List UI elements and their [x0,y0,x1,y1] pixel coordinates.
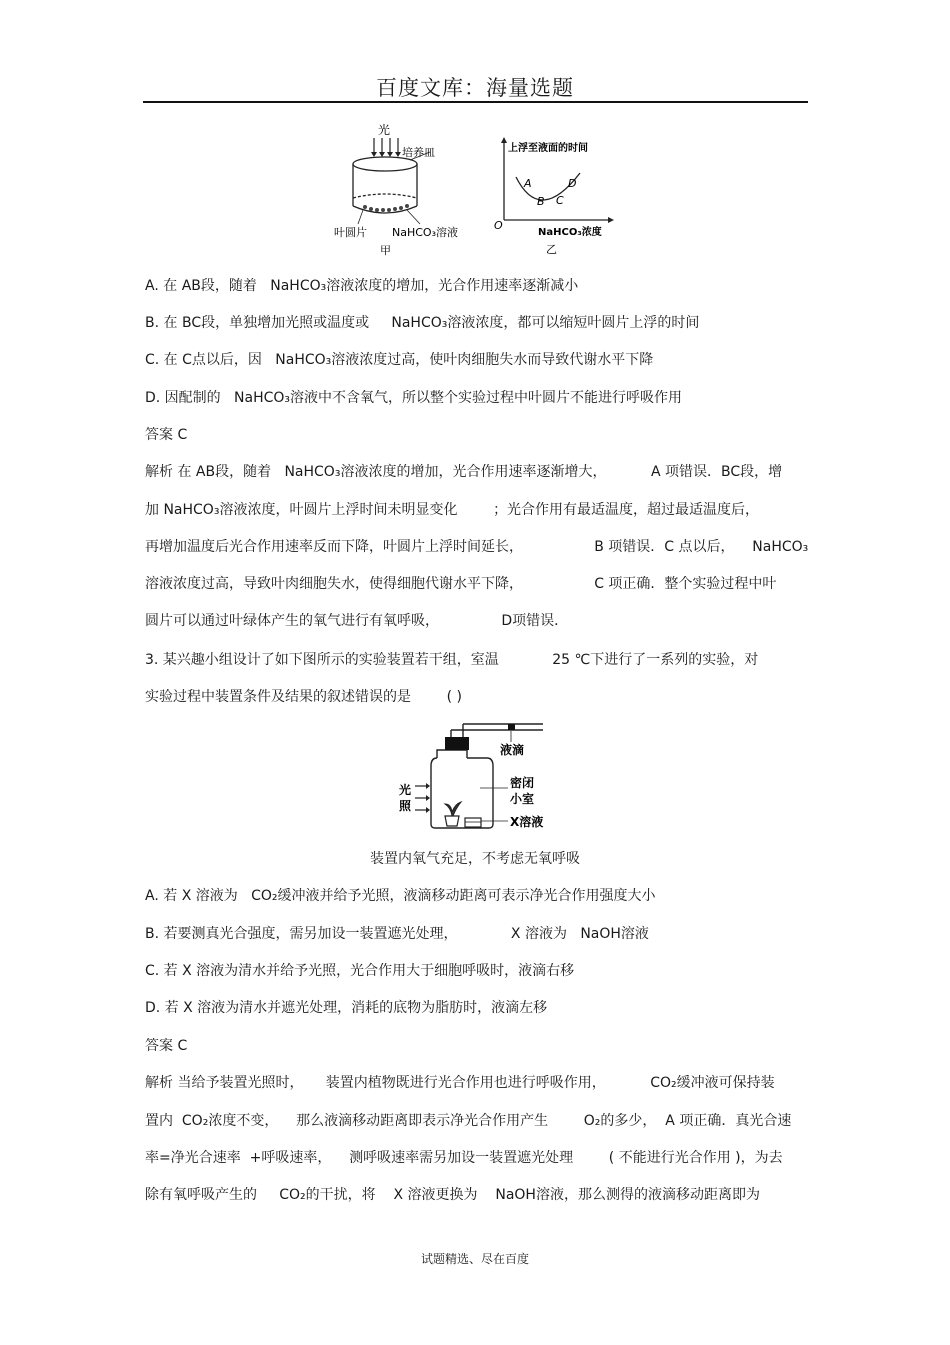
q2-option-d: D. 因配制的 NaHCO₃溶液中不含氧气，所以整个实验过程中叶圆片不能进行呼吸作用 [145,390,683,406]
q3-analysis-line-1: 解析 当给予装置光照时， 装置内植物既进行光合作用也进行呼吸作用， CO₂缓冲液可保持装 [145,1075,775,1091]
point-c-label: C [556,194,564,207]
q3-stem-line-1: 3. 某兴趣小组设计了如下图所示的实验装置若干组，室温 25 ℃下进行了一系列的实验，对 [145,652,759,668]
sealed-chamber-icon [431,750,493,828]
page-footer: 试题精选、尽在百度 [420,1252,529,1266]
q3-option-c: C. 若 X 溶液为清水并给予光照，光合作用大于细胞呼吸时，液滴右移 [145,963,575,979]
light-label-1: 光 [399,783,412,797]
graph-origin: O [494,219,503,232]
liquid-drop-icon [508,724,515,730]
q2-analysis-line-2: 加 NaHCO₃溶液浓度，叶圆片上浮时间未明显变化 ；光合作用有最适温度，超过最适温度后， [145,502,760,518]
light-arrows-icon [415,786,427,810]
solution-label: NaHCO₃溶液 [392,226,458,239]
solution-beaker-icon [465,818,481,827]
page-title: 百度文库：海量选题 [376,76,574,100]
q3-option-b: B. 若要测真光合强度，需另加设一装置遮光处理， X 溶液为 NaOH溶液 [145,926,649,942]
point-d-label: D [568,177,577,190]
figure-sealed-chamber [395,720,555,838]
q3-figure-caption: 装置内氧气充足，不考虑无氧呼吸 [370,851,580,867]
q3-analysis-line-4: 除有氧呼吸产生的 CO₂的干扰，将 X 溶液更换为 NaOH溶液，那么测得的液滴移动距离即为 [145,1187,760,1203]
leaf-label: 叶圆片 [334,226,367,239]
petri-dish-icon [353,152,430,213]
figure-jia-caption: 甲 [380,244,391,257]
q3-option-a: A. 若 X 溶液为 CO₂缓冲液并给予光照，液滴移动距离可表示净光合作用强度大小 [145,888,656,904]
q2-option-a: A. 在 AB段，随着 NaHCO₃溶液浓度的增加，光合作用速率逐渐减小 [145,278,579,294]
stopper-icon [445,737,469,750]
q2-answer: 答案 C [145,427,188,443]
q3-analysis-line-2: 置内 CO₂浓度不变， 那么液滴移动距离即表示净光合作用产生 O₂的多少， A 项正确．真光合速 [145,1113,792,1129]
q2-option-c: C. 在 C点以后，因 NaHCO₃溶液浓度过高，使叶肉细胞失水而导致代谢水平下降 [145,352,654,368]
chamber-label-1: 密闭 [510,776,535,790]
figure-yi-caption: 乙 [546,243,557,256]
figure-graph-yi [490,135,620,260]
q2-analysis-line-4: 溶液浓度过高，导致叶肉细胞失水，使得细胞代谢水平下降， C 项正确．整个实验过程中叶 [145,576,777,592]
dish-label: 培养皿 [402,146,435,159]
q2-analysis-line-1: 解析 在 AB段，随着 NaHCO₃溶液浓度的增加，光合作用速率逐渐增大， A 项错误．BC段，增 [145,464,783,480]
q3-stem-line-2: 实验过程中装置条件及结果的叙述错误的是 ( ) [145,689,462,705]
q2-option-b: B. 在 BC段，单独增加光照或温度或 NaHCO₃溶液浓度，都可以缩短叶圆片上浮的时间 [145,315,700,331]
light-label-2: 照 [399,799,412,813]
q3-option-d: D. 若 X 溶液为清水并遮光处理，消耗的底物为脂肪时，液滴左移 [145,1000,548,1016]
plant-pot-icon [445,802,461,826]
point-b-label: B [537,195,545,208]
q2-analysis-line-5: 圆片可以通过叶绿体产生的氧气进行有氧呼吸， D项错误． [145,613,569,629]
light-arrows-icon [374,138,398,154]
q3-answer: 答案 C [145,1038,188,1054]
point-a-label: A [524,177,532,190]
graph-xlabel: NaHCO₃浓度 [538,227,602,238]
solution-x-label: X溶液 [510,815,544,829]
chamber-label-2: 小室 [510,792,535,806]
q2-analysis-line-3: 再增加温度后光合作用速率反而下降，叶圆片上浮时间延长， B 项错误．C 点以后， NaHCO₃ [145,539,809,555]
light-label: 光 [378,123,391,137]
header-divider [143,101,808,103]
graph-ylabel: 上浮至液面的时间 [508,143,588,154]
drop-label: 液滴 [500,743,525,757]
figure-apparatus-jia [330,120,480,260]
q3-analysis-line-3: 率=净光合速率 +呼吸速率， 测呼吸速率需另加设一装置遮光处理 ( 不能进行光合作用 )，为去 [145,1150,783,1166]
